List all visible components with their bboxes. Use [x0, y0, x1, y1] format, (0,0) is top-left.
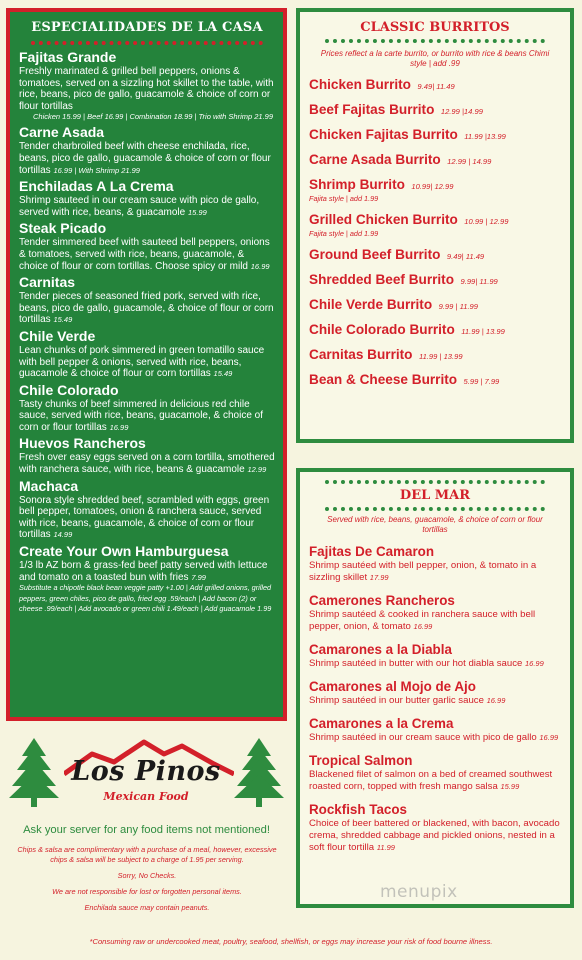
menu-item-description-text: Shrimp sauteed in our cream sauce with pico de gallo, served with rice, beans, & guacamole: [19, 195, 260, 218]
burrito-line: [309, 126, 561, 144]
burrito-item: [309, 101, 561, 119]
menu-item: [19, 178, 275, 218]
burrito-name: Shredded Beef Burrito: [309, 272, 455, 287]
burrito-name: Shrimp Burrito: [309, 177, 405, 192]
seafood-description-text: Blackened filet of salmon on a bed of creamed southwest roasted corn, topped with fresh mango salsa: [309, 769, 553, 792]
checks-policy: Sorry, No Checks.: [117, 871, 177, 880]
burrito-name: Beef Fajitas Burrito: [309, 102, 435, 117]
burrito-item: [309, 176, 561, 204]
burrito-name: Carne Asada Burrito: [309, 152, 441, 167]
menu-item-name: Chile Verde: [19, 327, 96, 344]
seafood-name: Fajitas De Camaron: [309, 544, 435, 559]
burrito-line: [309, 371, 561, 389]
burrito-price: 9.49| 11.49: [417, 82, 455, 91]
burrito-price: 11.99 | 13.99: [461, 327, 505, 336]
menu-item: [19, 435, 275, 475]
del-mar-panel: [296, 468, 574, 908]
burrito-note: Fajita style | add 1.99: [309, 194, 379, 203]
burritos-list: [309, 76, 561, 389]
chips-policy: Chips & salsa are complimentary with a purchase of a meal, however, excessive chips & salsa will be subject to a charge of 1.95 per serving.: [17, 845, 277, 864]
dotted-divider: [325, 507, 545, 511]
menu-item: [19, 543, 275, 614]
burrito-item: [309, 346, 561, 364]
burrito-name: Chicken Burrito: [309, 77, 411, 92]
menu-item-name: Carne Asada: [19, 124, 105, 141]
seafood-description: [309, 818, 561, 854]
lost-items-policy: We are not responsible for lost or forgotten personal items.: [52, 887, 242, 896]
policy-notes: [12, 845, 282, 919]
burrito-note: Fajita style | add 1.99: [309, 229, 379, 238]
burrito-line: [309, 296, 561, 314]
seafood-item: [309, 802, 561, 854]
seafood-price: 16.99: [486, 696, 506, 705]
seafood-name: Tropical Salmon: [309, 753, 413, 768]
menu-item-description-text: Sonora style shredded beef, scrambled with eggs, green bell pepper, tomatoes, onion & ranchera sauce, served with rice, beans, guacamole, & choice of corn or flour tortillas: [19, 494, 270, 541]
menu-item-description: [19, 141, 275, 176]
menu-item-description: [19, 560, 275, 583]
seafood-price: 16.99: [539, 733, 559, 742]
seafood-name: Rockfish Tacos: [309, 802, 407, 817]
pine-tree-icon: [8, 736, 60, 808]
burrito-price: 11.99 |13.99: [464, 132, 506, 141]
menu-item-price: 7.99: [191, 572, 206, 582]
menu-item-name: Machaca: [19, 477, 79, 494]
menu-item-price: 16.99 | With Shrimp 21.99: [53, 165, 140, 175]
burrito-name: Bean & Cheese Burrito: [309, 372, 458, 387]
burrito-item: [309, 371, 561, 389]
burrito-price: 5.99 | 7.99: [463, 377, 500, 386]
seafood-price: 17.99: [369, 573, 389, 582]
burrito-price: 9.99 | 11.99: [438, 302, 479, 311]
menu-item-price: 15.49: [213, 369, 233, 379]
burrito-name: Ground Beef Burrito: [309, 247, 441, 262]
menu-item-description-text: Tasty chunks of beef simmered in delicious red chile sauce, served with rice, beans, guacamole, & choice of corn or flour tortillas: [19, 398, 264, 433]
seafood-description: [309, 695, 561, 707]
seafood-description: [309, 769, 561, 793]
logo-area: [6, 730, 287, 815]
seafood-name: Camerones Rancheros: [309, 593, 455, 608]
menu-item-description-text: Tender pieces of seasoned fried pork, served with rice, beans, pico de gallo, guacamole, & choice of flour or corn tortillas: [19, 291, 274, 326]
burrito-line: [309, 321, 561, 339]
menu-item: [19, 220, 275, 272]
especialidades-title: ESPECIALIDADES DE LA CASA: [31, 20, 263, 35]
menu-item-name: Chile Colorado: [19, 381, 119, 398]
menu-item-description: [19, 345, 275, 380]
burrito-line: [309, 76, 561, 94]
seafood-name: Camarones a la Crema: [309, 716, 454, 731]
watermark: menupix: [380, 882, 458, 902]
seafood-name: Camarones a la Diabla: [309, 642, 452, 657]
burrito-item: [309, 126, 561, 144]
menu-item-description: [19, 291, 275, 326]
menu-item-name: Enchiladas A La Crema: [19, 178, 174, 195]
ask-server-note: Ask your server for any food items not mentioned!: [23, 824, 270, 836]
seafood-description-text: Shrimp sautéed with bell pepper, onion, & tomato in a sizzling skillet: [309, 560, 537, 583]
especialidades-list: [19, 49, 275, 614]
seafood-item: [309, 753, 561, 793]
menu-item-description-text: Fresh over easy eggs served on a corn tortilla, smothered with ranchera sauce, with rice, beans & guacamole: [19, 452, 275, 476]
burrito-line: [309, 211, 561, 229]
burrito-item: [309, 296, 561, 314]
burrito-name: Chile Verde Burrito: [309, 297, 433, 312]
seafood-item: [309, 716, 561, 744]
menu-item-price: 16.99: [109, 422, 129, 432]
dotted-divider: [31, 41, 263, 45]
seafood-description-text: Choice of beer battered or blackened, with bacon, avocado crema, shredded cabbage and pickled onions, nested in a soft flour tortilla: [309, 818, 560, 853]
seafood-price: 16.99: [525, 659, 544, 668]
seafood-description-text: Shrimp sautéed in butter with our hot diabla sauce: [309, 658, 523, 669]
menu-item-description: [19, 237, 275, 272]
menu-item-description: [19, 195, 275, 218]
menu-item-price: 16.99: [250, 261, 270, 271]
seafood-item: [309, 544, 561, 584]
burritos-subtitle: Prices reflect a la carte burrito, or burrito with rice & beans Chimi style | add .99: [320, 49, 550, 68]
logo-name: Los Pinos: [71, 756, 221, 787]
menu-item-price: 12.99: [247, 465, 267, 475]
dotted-divider: [325, 480, 545, 484]
menu-item-name: Carnitas: [19, 274, 76, 291]
burrito-item: [309, 271, 561, 289]
seafood-description-text: Shrimp sautéed & cooked in ranchera sauce with bell pepper, onion, & tomato: [309, 609, 536, 632]
seafood-price: 16.99: [413, 622, 433, 631]
menu-item-description-text: Tender charbroiled beef with cheese enchilada, rice, beans, pico de gallo, guacamole & choice of corn or flour tortillas: [19, 141, 271, 176]
menu-item-description: [19, 452, 275, 475]
menu-item-description: [19, 399, 275, 434]
burrito-line: [309, 101, 561, 119]
burrito-item: [309, 76, 561, 94]
seafood-description: [309, 732, 561, 744]
burrito-line: [309, 246, 561, 264]
menu-item-name: Steak Picado: [19, 220, 107, 237]
burrito-line: [309, 176, 561, 194]
seafood-price: 15.99: [500, 782, 520, 791]
seafood-description: [309, 658, 561, 670]
dotted-divider: [325, 39, 545, 43]
menu-item-price-list: Chicken 15.99 | Beef 16.99 | Combination 18.99 | Trio with Shrimp 21.99: [33, 112, 274, 122]
burrito-item: [309, 211, 561, 239]
burrito-price: 11.99 | 13.99: [418, 352, 463, 361]
del-mar-list: [309, 544, 561, 854]
burrito-item: [309, 151, 561, 169]
pine-tree-icon: [233, 736, 285, 808]
menu-item: [19, 478, 275, 541]
menu-item-price: 15.49: [53, 315, 73, 325]
burrito-line: [309, 346, 561, 364]
burrito-name: Grilled Chicken Burrito: [309, 212, 458, 227]
seafood-item: [309, 642, 561, 670]
seafood-description-text: Shrimp sautéed in our cream sauce with pico de gallo: [309, 732, 537, 743]
burritos-panel: [296, 8, 574, 443]
burrito-price: 10.99 | 12.99: [464, 217, 509, 226]
food-safety-warning: *Consuming raw or undercooked meat, poultry, seafood, shellfish, or eggs may increase your risk of food bourne illness.: [89, 937, 493, 946]
menu-item-description-text: Lean chunks of pork simmered in green tomatillo sauce with bell pepper & onions, served with rice, beans, guacamole & choice of flour or corn tortillas: [19, 344, 265, 380]
burger-addons-note: Substitute a chipotle black bean veggie patty +1.00 | Add grilled onions, grilled peppers, green chiles, pico de gallo, fried egg .59/each | Add bacon (2) or cheese .99/each | Add avocado or green chili 1.49/each | Add guacamole 1.99: [19, 583, 272, 613]
seafood-item: [309, 679, 561, 707]
seafood-description: [309, 609, 561, 633]
menu-item-description-text: Freshly marinated & grilled bell peppers, onions & tomatoes, served on a sizzling hot skillet to the table, with rice, beans, pico de gallo, guacamole & choice of corn or flour tortillas: [19, 66, 274, 112]
burrito-line: [309, 271, 561, 289]
burrito-name: Chile Colorado Burrito: [309, 322, 455, 337]
menu-item-description: [19, 495, 275, 541]
seafood-item: [309, 593, 561, 633]
seafood-price: 11.99: [376, 843, 395, 852]
burrito-item: [309, 321, 561, 339]
especialidades-panel: [6, 8, 287, 721]
menu-item: [19, 328, 275, 380]
menu-item: [19, 124, 275, 176]
menu-item-name: Fajitas Grande: [19, 49, 117, 65]
burrito-item: [309, 246, 561, 264]
menu-item-price: 14.99: [53, 530, 73, 540]
del-mar-subtitle: Served with rice, beans, guacamole, & choice of corn or flour tortillas: [327, 515, 543, 534]
burrito-price: 12.99 | 14.99: [447, 157, 492, 166]
menu-item-name: Create Your Own Hamburguesa: [19, 543, 229, 560]
menu-item: [19, 382, 275, 434]
menu-item-description-text: 1/3 lb AZ born & grass-fed beef patty served with lettuce and tomato on a toasted bun with fries: [19, 560, 268, 583]
burrito-price: 12.99 |14.99: [440, 107, 483, 116]
seafood-description: [309, 560, 561, 584]
burrito-price: 9.49| 11.49: [446, 252, 485, 261]
burrito-name: Carnitas Burrito: [309, 347, 413, 362]
seafood-name: Camarones al Mojo de Ajo: [309, 679, 476, 694]
burrito-line: [309, 151, 561, 169]
menu-item-name: Huevos Rancheros: [19, 435, 146, 452]
burrito-price: 10.99| 12.99: [411, 182, 454, 191]
seafood-description-text: Shrimp sautéed in our butter garlic sauce: [309, 695, 484, 706]
menu-item: [19, 274, 275, 326]
burrito-price: 9.99| 11.99: [460, 277, 498, 286]
logo-subtitle: Mexican Food: [103, 790, 189, 803]
peanut-warning: Enchilada sauce may contain peanuts.: [84, 903, 210, 912]
burrito-name: Chicken Fajitas Burrito: [309, 127, 458, 142]
burritos-title: CLASSIC BURRITOS: [360, 20, 510, 35]
del-mar-title: DEL MAR: [399, 488, 471, 503]
menu-item-description: [19, 66, 275, 112]
menu-item-price: 15.99: [187, 207, 207, 217]
menu-item: [19, 49, 275, 122]
menu-item-description-text: Tender simmered beef with sauteed bell peppers, onions & tomatoes, served with rice, beans, guacamole, & choice of flour or corn tortillas. Choose spicy or mild: [19, 237, 270, 272]
